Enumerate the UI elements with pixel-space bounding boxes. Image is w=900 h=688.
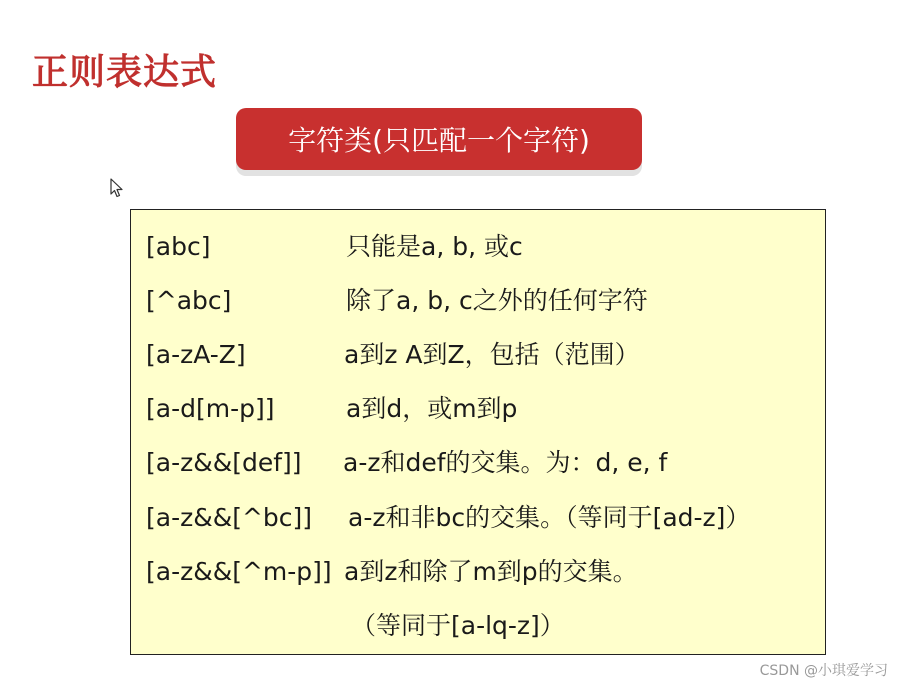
rule-description: a-z和非bc的交集。（等同于[ad-z]） (348, 503, 751, 532)
mouse-cursor-icon (110, 178, 124, 198)
watermark: CSDN @小琪爱学习 (759, 663, 888, 679)
rule-description: a到z A到Z，包括（范围） (344, 340, 640, 369)
rule-pattern: [a-z&&[def]] (146, 448, 302, 477)
topic-banner: 字符类(只匹配一个字符) (236, 108, 642, 170)
rule-pattern: [a-zA-Z] (146, 340, 246, 369)
rule-pattern: [^abc] (146, 286, 232, 315)
rule-pattern: [a-d[m-p]] (146, 394, 275, 423)
rule-description: a到d，或m到p (346, 394, 518, 423)
rule-pattern: [abc] (146, 232, 211, 261)
rule-pattern: [a-z&&[^m-p]] (146, 557, 332, 586)
rule-pattern: [a-z&&[^bc]] (146, 503, 313, 532)
rule-description: 除了a, b, c之外的任何字符 (346, 286, 648, 315)
rule-description: a到z和除了m到p的交集。 (344, 557, 638, 586)
rule-continuation: （等同于[a-lq-z]） (351, 611, 565, 640)
rule-description: 只能是a, b, 或c (346, 232, 523, 261)
rule-description: a-z和def的交集。为：d, e, f (343, 448, 668, 477)
page-title: 正则表达式 (32, 52, 218, 93)
rules-box (130, 209, 826, 655)
